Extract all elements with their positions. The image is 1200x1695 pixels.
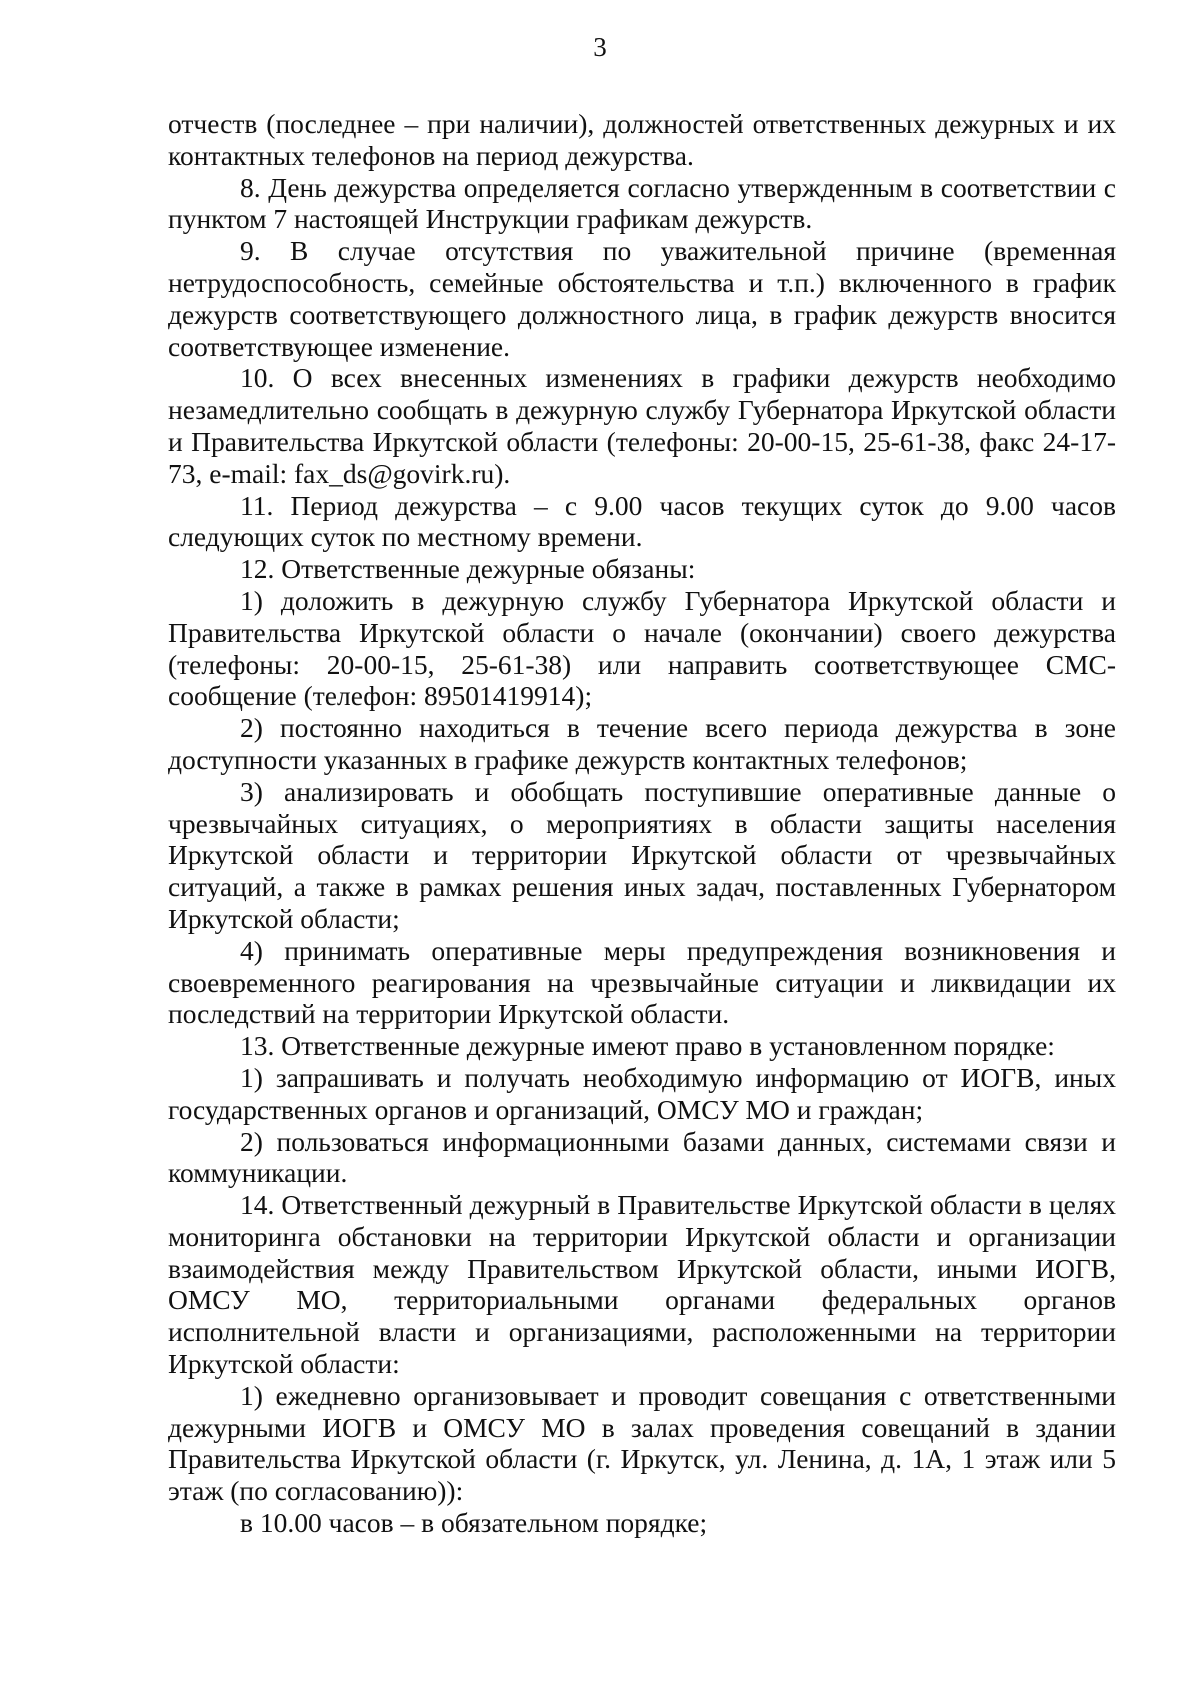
paragraph-item-9: 9. В случае отсутствия по уважительной причине (временная нетрудоспособность, семейные обстоятельства и т.п.) включенного в график дежурств соответствующего должностного лица, в график дежурств вносится соответствующее изменение. — [168, 235, 1116, 362]
paragraph-item-14-1: 1) ежедневно организовывает и проводит совещания с ответственными дежурными ИОГВ и ОМСУ МО в залах проведения совещаний в здании Правительства Иркутской области (г. Иркутск, ул. Ленина, д. 1А, 1 этаж или 5 этаж (по согласованию)): — [168, 1379, 1116, 1507]
paragraph-item-12-3: 3) анализировать и обобщать поступившие оперативные данные о чрезвычайных ситуациях, о мероприятиях в области защиты населения Иркутской области и территории Иркутской области от чрезвычайных ситуаций, а также в рамках решения иных задач, поставленных Губернатором Иркутской области; — [168, 775, 1116, 934]
paragraph-item-8: 8. День дежурства определяется согласно утвержденным в соответствии с пунктом 7 настоящей Инструкции графикам дежурств. — [168, 171, 1116, 235]
paragraph-item-12: 12. Ответственные дежурные обязаны: — [240, 553, 696, 585]
page-number: 3 — [593, 32, 607, 62]
paragraph-item-11: 11. Период дежурства – с 9.00 часов текущих суток до 9.00 часов следующих суток по местному времени. — [168, 489, 1116, 553]
paragraph-item-14: 14. Ответственный дежурный в Правительстве Иркутской области в целях мониторинга обстановки на территории Иркутской области и организации взаимодействия между Правительством Иркутской области, иными ИОГВ, ОМСУ МО, территориальными органами федеральных органов исполнительной власти и организациями, расположенными на территории Иркутской области: — [168, 1189, 1116, 1380]
paragraph-item-12-2: 2) постоянно находиться в течение всего периода дежурства в зоне доступности указанных в графике дежурств контактных телефонов; — [168, 712, 1116, 775]
paragraph-item-13-2: 2) пользоваться информационными базами данных, системами связи и коммуникации. — [168, 1125, 1116, 1189]
paragraph-item-13-1: 1) запрашивать и получать необходимую информацию от ИОГВ, иных государственных органов и организаций, ОМСУ МО и граждан; — [168, 1061, 1116, 1125]
document-body — [168, 108, 1116, 1539]
paragraph-item-12-1: 1) доложить в дежурную службу Губернатора Иркутской области и Правительства Иркутской области о начале (окончании) своего дежурства (телефоны: 20-00-15, 25-61-38) или направить соответствующее СМС-сообщение (телефон: 89501419914); — [168, 584, 1116, 712]
paragraph-continuation: отчеств (последнее – при наличии), должностей ответственных дежурных и их контактных телефонов на период дежурства. — [168, 108, 1116, 171]
paragraph-item-14-1-time: в 10.00 часов – в обязательном порядке; — [240, 1507, 708, 1539]
paragraph-item-12-4: 4) принимать оперативные меры предупреждения возникновения и своевременного реагирования на чрезвычайные ситуации и ликвидации их последствий на территории Иркутской области. — [168, 934, 1116, 1030]
paragraph-item-10: 10. О всех внесенных изменениях в графики дежурств необходимо незамедлительно сообщать в дежурную службу Губернатора Иркутской области и Правительства Иркутской области (телефоны: 20-00-15, 25-61-38, факс 24-17-73, e-mail: fax_ds@govirk.ru). — [168, 362, 1116, 489]
paragraph-item-13: 13. Ответственные дежурные имеют право в установленном порядке: — [240, 1030, 1055, 1062]
